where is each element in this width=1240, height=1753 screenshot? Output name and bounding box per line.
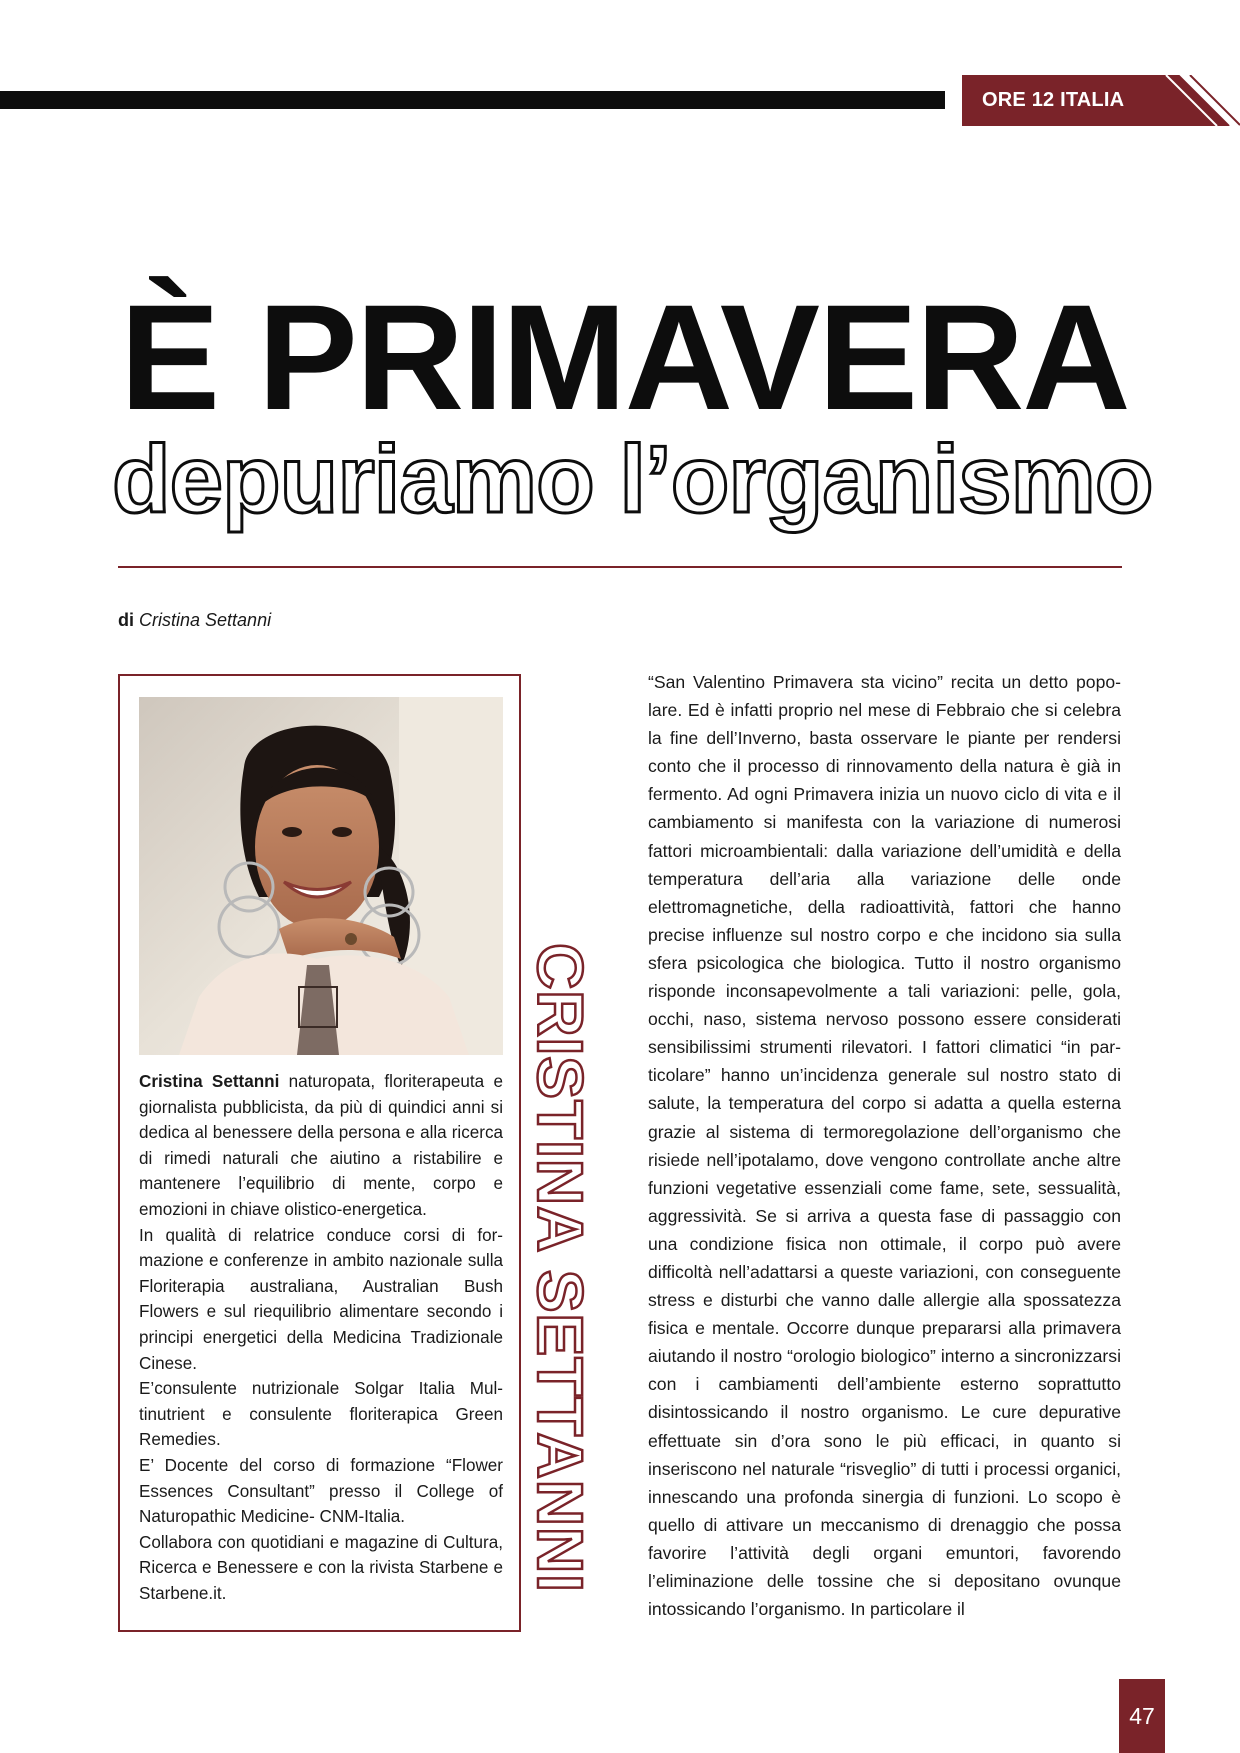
diagonal-stripes-icon (1130, 75, 1240, 126)
author-photo (139, 697, 503, 1055)
byline-prefix: di (118, 610, 134, 630)
section-label: ORE 12 ITALIA (982, 89, 1125, 111)
page-number: 47 (1119, 1679, 1165, 1753)
article-body: “San Valentino Primavera sta vicino” recita un detto popolare. Ed è infatti proprio nel mese di Febbraio che si celebra la fine dell’Inverno, basta osservare le piante per rendersi conto che il processo di rinnovamento della natura è già in fermento. Ad ogni Primavera inizia un nuovo ciclo di vita e il cambiamento si manifesta con la variazione di numerosi fattori microambientali: dalla variazione dell’umidità e della temperatura dell’aria alla variazione delle onde elettromagnetiche, della radioattività, fattori che hanno precise influenze sul nostro corpo e che incidono sia sulla sfera psicologica che biologica. Tutto il nostro organismo risponde inconsapevolmente a tali variazioni: pelle, gola, occhi, naso, sistema nervoso possono essere considerati sensibilissimi strumenti rilevatori. I fattori climatici “in particolare” hanno un’incidenza generale sul nostro stato di salute, la temperatura del corpo si adatta a quella esterna grazie al sistema di termoregolazione dell’organismo che risiede nell’ipotalamo, dove vengono controllate anche altre funzioni vegetative essenziali come fame, sete, sessualità, aggressività. Se si arriva a questa fase di passaggio con una condizione fisica non ottimale, il corpo può avere difficoltà nell’adattarsi a queste variazioni, con conseguente stress e disturbi che vanno dalle allergie alla spossatezza fisica e mentale. Occorre dunque prepararsi alla primavera aiutando il nostro “orologio biologico” interno a sincronizzarsi con i cambiamenti dell’ambiente esterno soprattutto disintossicando il nostro organismo. Le cure depurative effettuate sin d’ora sono le più efficaci, in quanto si inseriscono nel naturale “risveglio” di tutti i processi organici, innescando una profonda sinergia di funzioni. Lo scopo è quello di attivare un meccanismo di drenaggio che possa favorire l’attività degli organi emuntori, favorendo l’eliminazione delle tossine che si depositano ovunque intossicando l’organismo. In particolare il (648, 672, 1121, 1620)
byline (118, 610, 271, 631)
bio-paragraph (139, 1069, 503, 1223)
vertical-author-name-text: CRISTINA SETTANNI (524, 943, 596, 1593)
bio-paragraph: In qualità di relatrice conduce corsi di formazione e conferenze in ambito nazionale sulla Floriterapia australiana, Australian Bush Flowers e sul riequilibrio alimentare secondo i principi energetici della Medicina Tradizionale Cinese. (139, 1225, 503, 1373)
bio-paragraph: Collabora con quotidiani e magazine di Cultura, Ricerca e Benessere e con la rivista Starbene e Starbene.it. (139, 1532, 503, 1603)
article-subtitle: depuriamo l’organismo (112, 426, 1153, 533)
bio-name: Cristina Settanni (139, 1072, 280, 1091)
bio-paragraph: E’consulente nutrizionale Solgar Italia Multinutrient e consulente floriterapica Green Remedies. (139, 1379, 503, 1450)
article-title: È PRIMAVERA (120, 273, 1129, 441)
bio-intro: naturopata, floriterapeuta e giornalista pubblicista, da più di quindici anni si dedica al benessere della persona e alla ricerca di rimedi naturali che aiutino a ristabilire e mantenere l’equilibrio di mente, corpo e emozioni in chiave olistico-energetica. (139, 1072, 503, 1219)
byline-author: Cristina Settanni (139, 610, 272, 630)
title-divider (118, 566, 1122, 568)
author-bio (139, 1069, 503, 1606)
bio-paragraph: E’ Docente del corso di formazione “Flower Essences Consultant” presso il College of Naturopathic Medicine- CNM-Italia. (139, 1455, 503, 1527)
section-tab (962, 75, 1240, 126)
header-black-bar (0, 91, 945, 109)
